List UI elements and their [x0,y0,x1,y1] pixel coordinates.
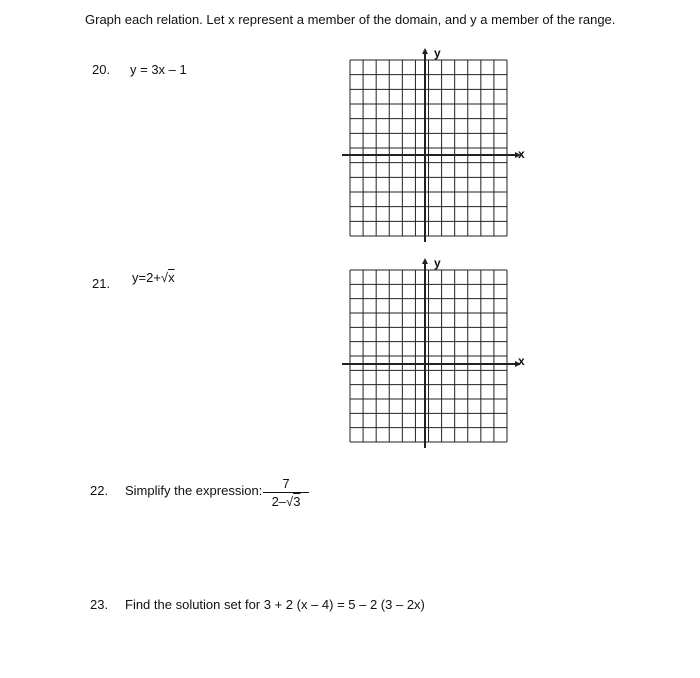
problem-20-number: 20. [92,62,111,77]
y-axis-label: y [434,256,441,270]
coordinate-grid [350,270,507,442]
problem-22-prompt: Simplify the expression: [125,483,263,498]
denominator-prefix: 2–√ [271,494,294,509]
equation-prefix: y=2+√ [132,270,169,285]
coordinate-grid [350,60,507,236]
fraction [263,476,309,509]
y-axis-label: y [434,46,441,60]
problem-23-prompt: Find the solution set for 3 + 2 (x – 4) = 5 – 2 (3 – 2x) [125,597,425,612]
graph-21 [350,256,525,442]
radicand: x [168,270,175,285]
problem-22-number: 22. [90,483,109,498]
numerator: 7 [282,476,290,491]
problem-20-equation: y = 3x – 1 [130,62,187,77]
denominator [263,494,309,509]
fraction-bar [263,492,309,493]
x-axis-label: x [518,147,525,161]
x-axis-label: x [518,354,525,368]
problem-21-equation [132,270,175,285]
denominator-radicand: 3 [293,494,301,509]
problem-21-number: 21. [92,276,111,291]
instructions: Graph each relation. Let x represent a member of the domain, and y a member of the range. [85,12,616,27]
problem-23-number: 23. [90,597,109,612]
y-axis-arrow-icon [422,258,428,264]
graph-20 [350,46,525,236]
y-axis-arrow-icon [422,48,428,54]
